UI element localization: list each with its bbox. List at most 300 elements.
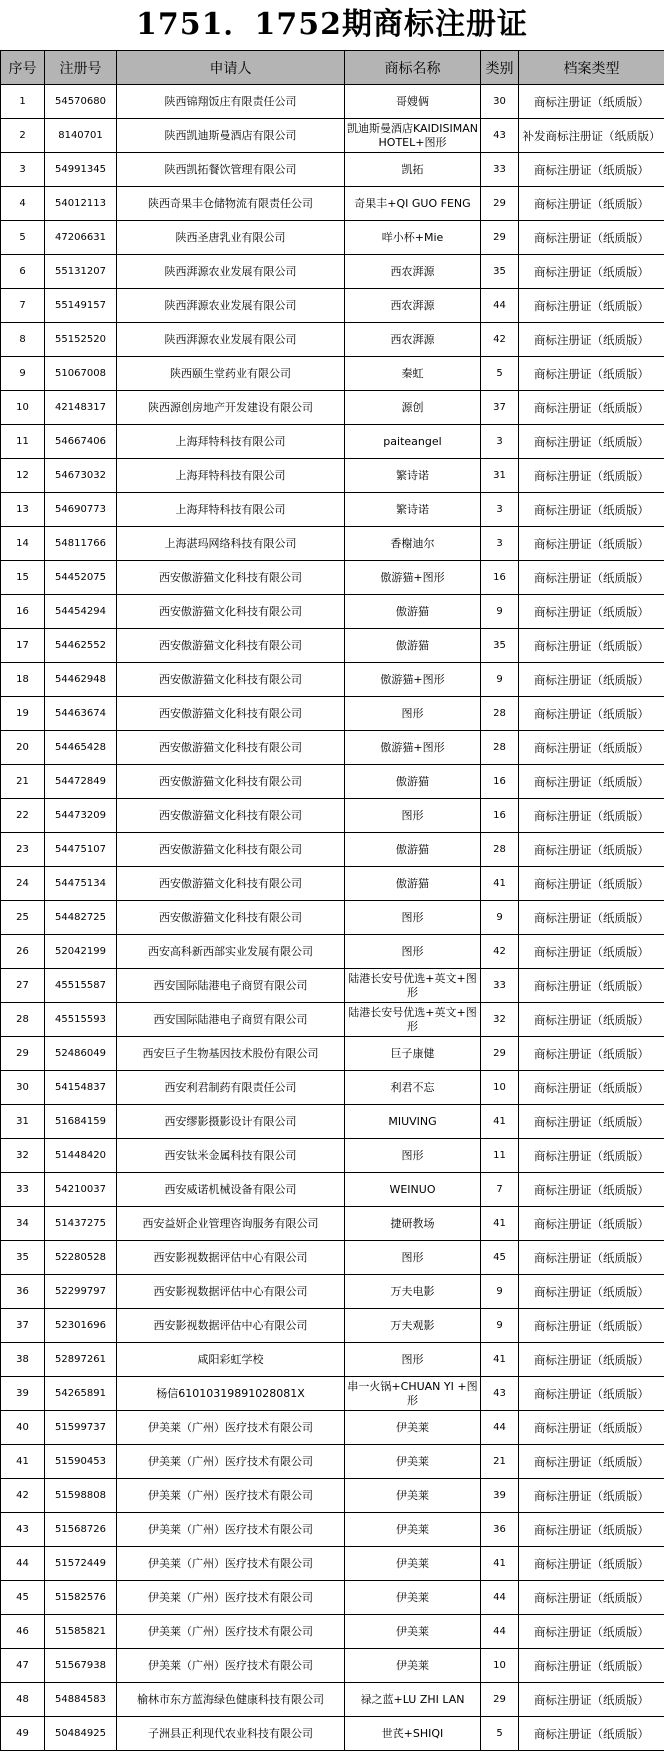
cell-applicant: 榆林市东方蓝海绿色健康科技有限公司 [117,1683,345,1717]
cell-class: 36 [481,1513,519,1547]
cell-registration-no: 54265891 [45,1377,117,1411]
cell-registration-no: 51599737 [45,1411,117,1445]
cell-class: 29 [481,1037,519,1071]
cell-class: 21 [481,1445,519,1479]
cell-archive-type: 商标注册证（纸质版） [519,663,664,697]
cell-applicant: 伊美莱（广州）医疗技术有限公司 [117,1615,345,1649]
table-row [1,1513,664,1547]
cell-applicant: 西安高科新西部实业发展有限公司 [117,935,345,969]
cell-archive-type: 商标注册证（纸质版） [519,221,664,255]
cell-index: 23 [1,833,45,867]
table-row [1,357,664,391]
cell-class: 9 [481,1275,519,1309]
cell-index: 8 [1,323,45,357]
cell-archive-type: 商标注册证（纸质版） [519,85,664,119]
cell-class: 32 [481,1003,519,1037]
cell-class: 39 [481,1479,519,1513]
cell-class: 28 [481,731,519,765]
cell-registration-no: 47206631 [45,221,117,255]
cell-archive-type: 商标注册证（纸质版） [519,1105,664,1139]
cell-applicant: 陕西凯迪斯曼酒店有限公司 [117,119,345,153]
cell-registration-no: 54884583 [45,1683,117,1717]
cell-class: 3 [481,527,519,561]
table-row [1,493,664,527]
cell-applicant: 陕西源创房地产开发建设有限公司 [117,391,345,425]
table-row [1,833,664,867]
cell-registration-no: 54012113 [45,187,117,221]
cell-archive-type: 商标注册证（纸质版） [519,1581,664,1615]
cell-index: 11 [1,425,45,459]
cell-registration-no: 51585821 [45,1615,117,1649]
cell-trademark-name: 万夫观影 [345,1309,481,1343]
cell-registration-no: 54482725 [45,901,117,935]
cell-registration-no: 42148317 [45,391,117,425]
cell-archive-type: 商标注册证（纸质版） [519,187,664,221]
cell-trademark-name: 陆港长安号优选+英文+图形 [345,969,481,1003]
cell-archive-type: 商标注册证（纸质版） [519,901,664,935]
cell-archive-type: 商标注册证（纸质版） [519,595,664,629]
table-row [1,1717,664,1751]
table-row [1,1343,664,1377]
cell-applicant: 伊美莱（广州）医疗技术有限公司 [117,1479,345,1513]
cell-archive-type: 商标注册证（纸质版） [519,629,664,663]
cell-index: 27 [1,969,45,1003]
cell-applicant: 西安傲游猫文化科技有限公司 [117,663,345,697]
cell-registration-no: 8140701 [45,119,117,153]
cell-trademark-name: 利君不忘 [345,1071,481,1105]
cell-trademark-name: 香榭迪尔 [345,527,481,561]
cell-registration-no: 54463674 [45,697,117,731]
cell-class: 33 [481,969,519,1003]
cell-trademark-name: 陆港长安号优选+英文+图形 [345,1003,481,1037]
cell-registration-no: 54475134 [45,867,117,901]
cell-applicant: 伊美莱（广州）医疗技术有限公司 [117,1547,345,1581]
cell-archive-type: 商标注册证（纸质版） [519,1241,664,1275]
cell-registration-no: 54673032 [45,459,117,493]
cell-class: 44 [481,289,519,323]
table-row [1,663,664,697]
cell-registration-no: 51572449 [45,1547,117,1581]
cell-trademark-name: 图形 [345,799,481,833]
cell-trademark-name: 图形 [345,1343,481,1377]
cell-index: 30 [1,1071,45,1105]
cell-registration-no: 54462948 [45,663,117,697]
cell-applicant: 西安威诺机械设备有限公司 [117,1173,345,1207]
cell-trademark-name: 伊美莱 [345,1547,481,1581]
cell-applicant: 陕西凯拓餐饮管理有限公司 [117,153,345,187]
cell-index: 46 [1,1615,45,1649]
table-row [1,459,664,493]
table-row [1,187,664,221]
cell-trademark-name: 西农湃源 [345,323,481,357]
cell-trademark-name: 伊美莱 [345,1479,481,1513]
cell-trademark-name: WEINUO [345,1173,481,1207]
cell-registration-no: 54690773 [45,493,117,527]
table-row [1,731,664,765]
cell-archive-type: 商标注册证（纸质版） [519,1139,664,1173]
cell-applicant: 西安国际陆港电子商贸有限公司 [117,969,345,1003]
cell-trademark-name: 傲游猫 [345,833,481,867]
cell-trademark-name: paiteangel [345,425,481,459]
cell-trademark-name: 繁诗诺 [345,493,481,527]
table-row [1,867,664,901]
cell-class: 44 [481,1615,519,1649]
cell-class: 16 [481,561,519,595]
cell-class: 42 [481,323,519,357]
cell-registration-no: 54472849 [45,765,117,799]
cell-archive-type: 商标注册证（纸质版） [519,1275,664,1309]
cell-trademark-name: 源创 [345,391,481,425]
table-row [1,1377,664,1411]
cell-applicant: 西安傲游猫文化科技有限公司 [117,629,345,663]
table-row [1,1139,664,1173]
cell-trademark-name: 繁诗诺 [345,459,481,493]
cell-trademark-name: 傲游猫+图形 [345,663,481,697]
cell-registration-no: 51437275 [45,1207,117,1241]
cell-trademark-name: 图形 [345,1241,481,1275]
cell-archive-type: 商标注册证（纸质版） [519,1513,664,1547]
table-row [1,1411,664,1445]
cell-index: 47 [1,1649,45,1683]
cell-archive-type: 商标注册证（纸质版） [519,697,664,731]
cell-archive-type: 商标注册证（纸质版） [519,1037,664,1071]
cell-index: 1 [1,85,45,119]
cell-archive-type: 商标注册证（纸质版） [519,323,664,357]
table-row [1,561,664,595]
cell-archive-type: 商标注册证（纸质版） [519,527,664,561]
cell-archive-type: 商标注册证（纸质版） [519,289,664,323]
cell-index: 2 [1,119,45,153]
cell-trademark-name: 巨子康健 [345,1037,481,1071]
cell-registration-no: 52301696 [45,1309,117,1343]
cell-archive-type: 商标注册证（纸质版） [519,1547,664,1581]
cell-index: 26 [1,935,45,969]
table-row [1,1241,664,1275]
cell-applicant: 西安傲游猫文化科技有限公司 [117,595,345,629]
table-row [1,765,664,799]
cell-archive-type: 商标注册证（纸质版） [519,459,664,493]
cell-registration-no: 52280528 [45,1241,117,1275]
cell-class: 16 [481,765,519,799]
cell-index: 20 [1,731,45,765]
cell-class: 35 [481,629,519,663]
cell-index: 43 [1,1513,45,1547]
cell-trademark-name: 图形 [345,901,481,935]
cell-index: 7 [1,289,45,323]
cell-class: 41 [481,1207,519,1241]
cell-archive-type: 商标注册证（纸质版） [519,1003,664,1037]
cell-archive-type: 商标注册证（纸质版） [519,1445,664,1479]
cell-index: 41 [1,1445,45,1479]
table-row [1,323,664,357]
table-row [1,255,664,289]
cell-trademark-name: 伊美莱 [345,1411,481,1445]
cell-registration-no: 54667406 [45,425,117,459]
cell-registration-no: 51684159 [45,1105,117,1139]
cell-class: 37 [481,391,519,425]
header-registration-no: 注册号 [45,51,117,85]
cell-trademark-name: 西农湃源 [345,289,481,323]
cell-applicant: 伊美莱（广州）医疗技术有限公司 [117,1411,345,1445]
cell-index: 40 [1,1411,45,1445]
cell-applicant: 陕西奇果丰仓储物流有限责任公司 [117,187,345,221]
cell-index: 25 [1,901,45,935]
cell-class: 28 [481,833,519,867]
table-row [1,85,664,119]
table-body [1,85,664,1751]
cell-registration-no: 54570680 [45,85,117,119]
cell-applicant: 伊美莱（广州）医疗技术有限公司 [117,1649,345,1683]
cell-registration-no: 51582576 [45,1581,117,1615]
cell-trademark-name: 伊美莱 [345,1513,481,1547]
cell-registration-no: 51598808 [45,1479,117,1513]
cell-class: 9 [481,1309,519,1343]
cell-class: 45 [481,1241,519,1275]
table-row [1,221,664,255]
table-row [1,1649,664,1683]
cell-registration-no: 54811766 [45,527,117,561]
cell-archive-type: 商标注册证（纸质版） [519,1173,664,1207]
cell-class: 5 [481,1717,519,1751]
cell-archive-type: 商标注册证（纸质版） [519,765,664,799]
cell-class: 11 [481,1139,519,1173]
table-row [1,153,664,187]
cell-registration-no: 52299797 [45,1275,117,1309]
cell-archive-type: 商标注册证（纸质版） [519,1377,664,1411]
cell-archive-type: 商标注册证（纸质版） [519,493,664,527]
table-row [1,1309,664,1343]
cell-index: 37 [1,1309,45,1343]
table-row [1,425,664,459]
header-trademark-name: 商标名称 [345,51,481,85]
cell-applicant: 西安钛米金属科技有限公司 [117,1139,345,1173]
table-row [1,1003,664,1037]
cell-archive-type: 商标注册证（纸质版） [519,969,664,1003]
cell-class: 5 [481,357,519,391]
cell-trademark-name: 伊美莱 [345,1649,481,1683]
cell-class: 41 [481,867,519,901]
cell-class: 42 [481,935,519,969]
cell-index: 38 [1,1343,45,1377]
table-row [1,1071,664,1105]
cell-class: 41 [481,1343,519,1377]
table-row [1,1275,664,1309]
cell-trademark-name: 秦虹 [345,357,481,391]
cell-class: 41 [481,1105,519,1139]
cell-index: 12 [1,459,45,493]
cell-registration-no: 52042199 [45,935,117,969]
table-row [1,527,664,561]
cell-class: 3 [481,425,519,459]
cell-applicant: 西安影视数据评估中心有限公司 [117,1241,345,1275]
cell-class: 43 [481,1377,519,1411]
cell-class: 3 [481,493,519,527]
cell-index: 16 [1,595,45,629]
cell-registration-no: 54210037 [45,1173,117,1207]
cell-applicant: 陕西湃源农业发展有限公司 [117,255,345,289]
cell-index: 4 [1,187,45,221]
cell-applicant: 西安傲游猫文化科技有限公司 [117,833,345,867]
cell-index: 24 [1,867,45,901]
header-index: 序号 [1,51,45,85]
cell-applicant: 咸阳彩虹学校 [117,1343,345,1377]
cell-trademark-name: 图形 [345,1139,481,1173]
cell-index: 9 [1,357,45,391]
table-row [1,697,664,731]
cell-registration-no: 45515593 [45,1003,117,1037]
cell-archive-type: 补发商标注册证（纸质版） [519,119,664,153]
cell-class: 29 [481,1683,519,1717]
cell-trademark-name: 禄之蓝+LU ZHI LAN [345,1683,481,1717]
cell-applicant: 西安傲游猫文化科技有限公司 [117,901,345,935]
table-row [1,1547,664,1581]
cell-registration-no: 52897261 [45,1343,117,1377]
table-row [1,1581,664,1615]
cell-applicant: 上海湛玛网络科技有限公司 [117,527,345,561]
cell-class: 10 [481,1071,519,1105]
table-row [1,1173,664,1207]
cell-applicant: 西安益妍企业管理咨询服务有限公司 [117,1207,345,1241]
cell-archive-type: 商标注册证（纸质版） [519,357,664,391]
cell-archive-type: 商标注册证（纸质版） [519,1649,664,1683]
cell-index: 29 [1,1037,45,1071]
cell-registration-no: 51568726 [45,1513,117,1547]
cell-applicant: 西安傲游猫文化科技有限公司 [117,867,345,901]
table-row [1,1207,664,1241]
cell-index: 15 [1,561,45,595]
cell-archive-type: 商标注册证（纸质版） [519,391,664,425]
cell-index: 22 [1,799,45,833]
cell-trademark-name: 傲游猫 [345,595,481,629]
table-row [1,289,664,323]
table-row [1,1105,664,1139]
cell-registration-no: 50484925 [45,1717,117,1751]
cell-index: 33 [1,1173,45,1207]
cell-trademark-name: 凯拓 [345,153,481,187]
cell-registration-no: 51590453 [45,1445,117,1479]
cell-index: 6 [1,255,45,289]
cell-class: 41 [481,1547,519,1581]
cell-applicant: 上海拜特科技有限公司 [117,493,345,527]
cell-applicant: 伊美莱（广州）医疗技术有限公司 [117,1445,345,1479]
cell-index: 13 [1,493,45,527]
cell-index: 21 [1,765,45,799]
header-archive-type: 档案类型 [519,51,664,85]
table-row [1,119,664,153]
table-row [1,1445,664,1479]
cell-archive-type: 商标注册证（纸质版） [519,867,664,901]
cell-applicant: 西安利君制药有限责任公司 [117,1071,345,1105]
cell-archive-type: 商标注册证（纸质版） [519,1615,664,1649]
cell-applicant: 伊美莱（广州）医疗技术有限公司 [117,1581,345,1615]
cell-class: 9 [481,595,519,629]
cell-index: 28 [1,1003,45,1037]
cell-archive-type: 商标注册证（纸质版） [519,935,664,969]
table-row [1,799,664,833]
cell-index: 18 [1,663,45,697]
cell-applicant: 子洲县正利现代农业科技有限公司 [117,1717,345,1751]
cell-trademark-name: 傲游猫+图形 [345,731,481,765]
cell-class: 30 [481,85,519,119]
cell-index: 17 [1,629,45,663]
cell-class: 16 [481,799,519,833]
cell-registration-no: 54475107 [45,833,117,867]
cell-archive-type: 商标注册证（纸质版） [519,1411,664,1445]
table-row [1,1683,664,1717]
cell-trademark-name: 伊美莱 [345,1615,481,1649]
cell-class: 7 [481,1173,519,1207]
cell-archive-type: 商标注册证（纸质版） [519,1683,664,1717]
table-row [1,1037,664,1071]
table-row [1,1615,664,1649]
cell-registration-no: 52486049 [45,1037,117,1071]
cell-archive-type: 商标注册证（纸质版） [519,425,664,459]
cell-trademark-name: MIUVING [345,1105,481,1139]
cell-trademark-name: 伊美莱 [345,1445,481,1479]
cell-class: 29 [481,221,519,255]
cell-class: 9 [481,901,519,935]
cell-applicant: 西安影视数据评估中心有限公司 [117,1275,345,1309]
cell-index: 19 [1,697,45,731]
cell-index: 48 [1,1683,45,1717]
cell-archive-type: 商标注册证（纸质版） [519,561,664,595]
cell-class: 33 [481,153,519,187]
page-title: 1751．1752期商标注册证 [136,7,528,42]
cell-applicant: 西安傲游猫文化科技有限公司 [117,697,345,731]
cell-archive-type: 商标注册证（纸质版） [519,799,664,833]
cell-trademark-name: 哥嫂俩 [345,85,481,119]
cell-applicant: 西安影视数据评估中心有限公司 [117,1309,345,1343]
cell-trademark-name: 图形 [345,697,481,731]
cell-registration-no: 45515587 [45,969,117,1003]
cell-index: 3 [1,153,45,187]
cell-registration-no: 54454294 [45,595,117,629]
cell-trademark-name: 凯迪斯曼酒店KAIDISIMANHOTEL+图形 [345,119,481,153]
cell-trademark-name: 西农湃源 [345,255,481,289]
cell-registration-no: 54473209 [45,799,117,833]
cell-trademark-name: 图形 [345,935,481,969]
cell-index: 5 [1,221,45,255]
cell-registration-no: 54465428 [45,731,117,765]
cell-class: 44 [481,1411,519,1445]
cell-class: 44 [481,1581,519,1615]
cell-class: 43 [481,119,519,153]
cell-trademark-name: 捷研教场 [345,1207,481,1241]
cell-registration-no: 51067008 [45,357,117,391]
cell-archive-type: 商标注册证（纸质版） [519,1343,664,1377]
cell-index: 35 [1,1241,45,1275]
cell-class: 35 [481,255,519,289]
cell-class: 29 [481,187,519,221]
cell-applicant: 陕西湃源农业发展有限公司 [117,323,345,357]
cell-applicant: 西安国际陆港电子商贸有限公司 [117,1003,345,1037]
cell-applicant: 陕西圣唐乳业有限公司 [117,221,345,255]
cell-class: 28 [481,697,519,731]
table-header-row [1,51,664,85]
cell-applicant: 西安傲游猫文化科技有限公司 [117,799,345,833]
cell-trademark-name: 咩小杯+Mie [345,221,481,255]
cell-registration-no: 54154837 [45,1071,117,1105]
cell-trademark-name: 串一火锅+CHUAN YI +图形 [345,1377,481,1411]
cell-index: 14 [1,527,45,561]
cell-index: 36 [1,1275,45,1309]
table-row [1,969,664,1003]
cell-applicant: 上海拜特科技有限公司 [117,425,345,459]
cell-trademark-name: 傲游猫 [345,867,481,901]
cell-trademark-name: 奇果丰+QI GUO FENG [345,187,481,221]
cell-index: 39 [1,1377,45,1411]
cell-trademark-name: 伊美莱 [345,1581,481,1615]
